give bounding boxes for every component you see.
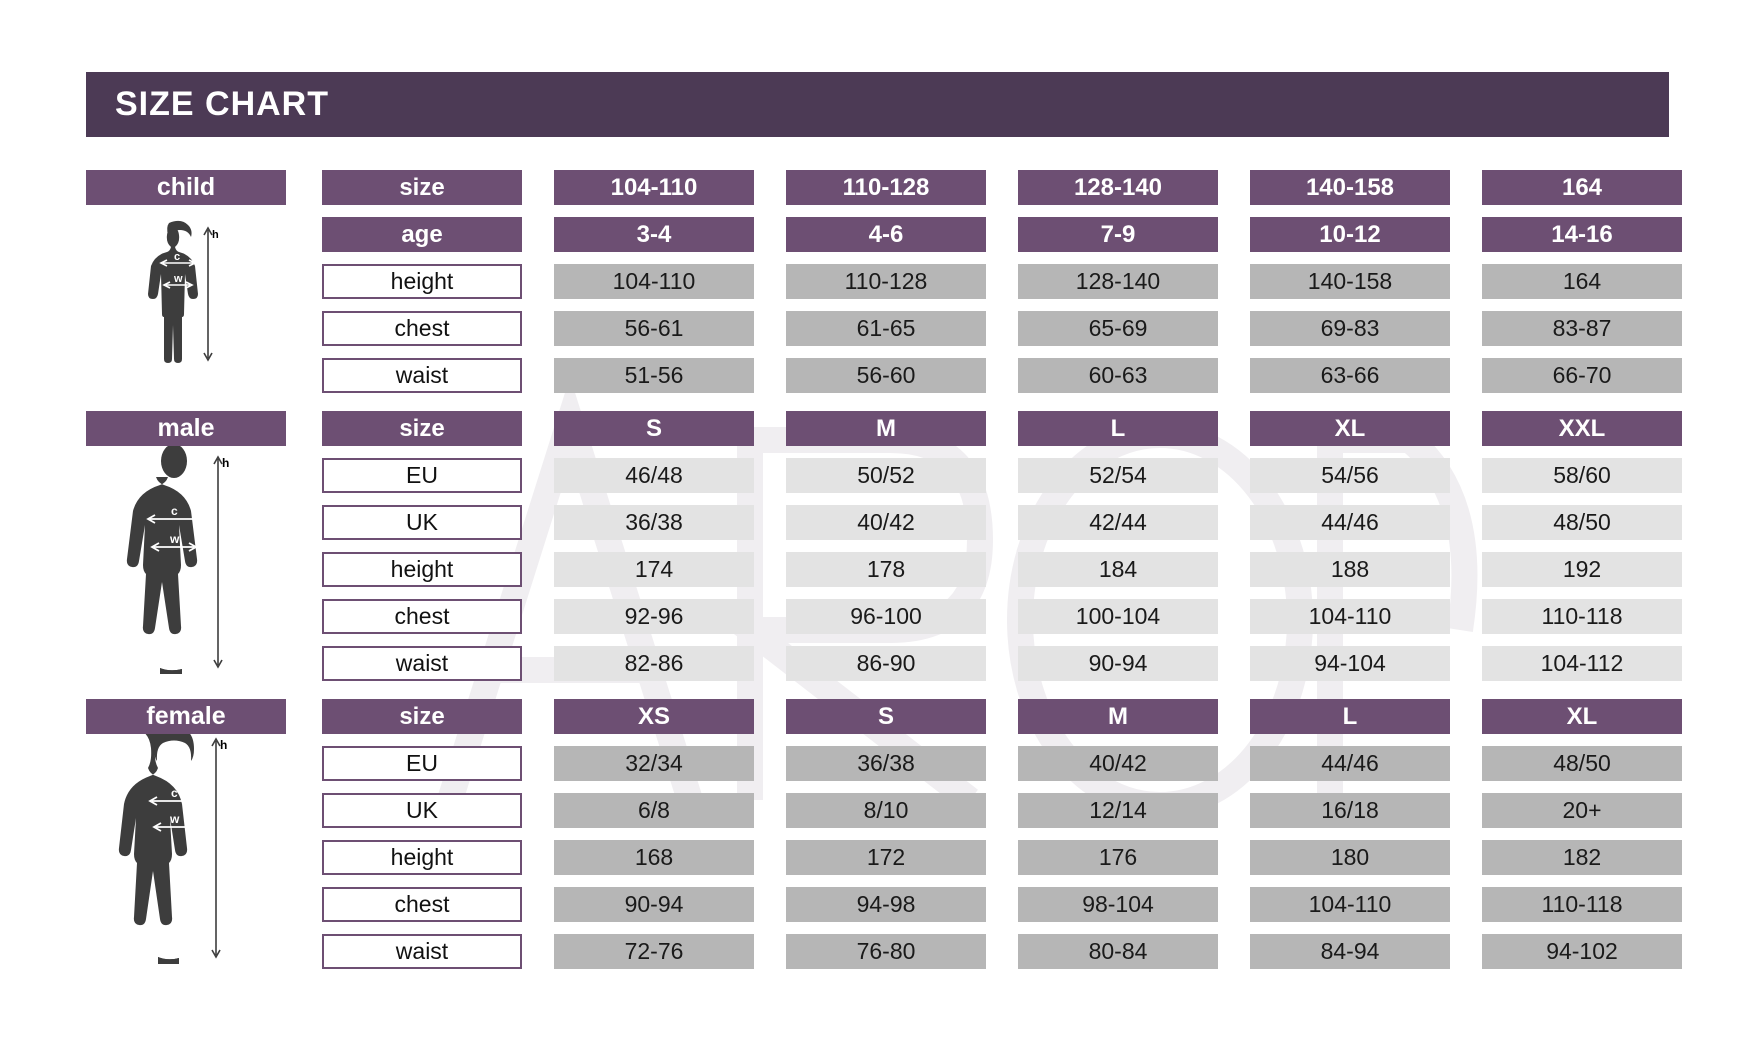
cell-male-waist-1: 86-90 [786,646,986,681]
cell-child-size-1: 110-128 [786,170,986,205]
category-spacer [86,458,286,493]
category-spacer [86,599,286,634]
row-label-male-EU: EU [322,458,522,493]
cell-child-chest-3: 69-83 [1250,311,1450,346]
cell-male-chest-2: 100-104 [1018,599,1218,634]
cell-child-chest-1: 61-65 [786,311,986,346]
cell-female-chest-1: 94-98 [786,887,986,922]
table-row [86,217,1669,252]
table-row [86,599,1669,634]
cell-female-UK-0: 6/8 [554,793,754,828]
row-label-female-waist: waist [322,934,522,969]
category-spacer [86,793,286,828]
cell-female-waist-1: 76-80 [786,934,986,969]
cell-male-size-0: S [554,411,754,446]
cell-female-height-2: 176 [1018,840,1218,875]
cell-female-EU-2: 40/42 [1018,746,1218,781]
svg-text:h: h [222,456,230,470]
row-label-female-UK: UK [322,793,522,828]
cell-child-height-4: 164 [1482,264,1682,299]
cell-female-height-0: 168 [554,840,754,875]
category-spacer [86,217,286,252]
row-label-male-size: size [322,411,522,446]
table-row [86,646,1669,681]
cell-male-UK-4: 48/50 [1482,505,1682,540]
cell-female-EU-1: 36/38 [786,746,986,781]
cell-child-size-0: 104-110 [554,170,754,205]
cell-male-height-1: 178 [786,552,986,587]
row-label-female-height: height [322,840,522,875]
category-spacer [86,840,286,875]
row-label-male-waist: waist [322,646,522,681]
cell-female-size-0: XS [554,699,754,734]
cell-male-size-4: XXL [1482,411,1682,446]
table-row [86,311,1669,346]
table-row [86,170,1669,205]
page-title-bar [86,72,1669,137]
category-spacer [86,358,286,393]
row-label-female-size: size [322,699,522,734]
svg-text:c: c [174,251,181,263]
svg-text:w: w [170,812,180,826]
cell-child-waist-1: 56-60 [786,358,986,393]
cell-female-waist-2: 80-84 [1018,934,1218,969]
cell-child-age-2: 7-9 [1018,217,1218,252]
category-spacer [86,505,286,540]
table-row [86,411,1669,446]
cell-male-EU-4: 58/60 [1482,458,1682,493]
category-spacer [86,746,286,781]
cell-child-size-4: 164 [1482,170,1682,205]
row-label-male-chest: chest [322,599,522,634]
cell-child-size-2: 128-140 [1018,170,1218,205]
cell-female-chest-3: 104-110 [1250,887,1450,922]
cell-male-waist-3: 94-104 [1250,646,1450,681]
cell-female-size-3: L [1250,699,1450,734]
category-spacer [86,552,286,587]
row-label-child-waist: waist [322,358,522,393]
cell-male-waist-4: 104-112 [1482,646,1682,681]
row-label-child-age: age [322,217,522,252]
cell-female-UK-1: 8/10 [786,793,986,828]
cell-child-height-0: 104-110 [554,264,754,299]
cell-male-EU-2: 52/54 [1018,458,1218,493]
cell-child-age-3: 10-12 [1250,217,1450,252]
cell-male-EU-1: 50/52 [786,458,986,493]
table-row [86,840,1669,875]
cell-child-chest-4: 83-87 [1482,311,1682,346]
category-spacer [86,646,286,681]
cell-male-height-0: 174 [554,552,754,587]
table-row [86,358,1669,393]
cell-child-waist-2: 60-63 [1018,358,1218,393]
table-row [86,887,1669,922]
cell-male-UK-0: 36/38 [554,505,754,540]
cell-child-chest-0: 56-61 [554,311,754,346]
table-row [86,699,1669,734]
row-label-male-UK: UK [322,505,522,540]
cell-male-UK-3: 44/46 [1250,505,1450,540]
row-label-female-EU: EU [322,746,522,781]
cell-male-UK-2: 42/44 [1018,505,1218,540]
row-label-male-height: height [322,552,522,587]
cell-female-height-1: 172 [786,840,986,875]
cell-child-age-4: 14-16 [1482,217,1682,252]
table-row [86,458,1669,493]
category-label-child: child [86,170,286,205]
size-chart-grid [86,170,1669,981]
page-title: SIZE CHART [115,85,329,123]
cell-female-chest-2: 98-104 [1018,887,1218,922]
cell-female-EU-3: 44/46 [1250,746,1450,781]
cell-female-waist-0: 72-76 [554,934,754,969]
category-spacer [86,887,286,922]
cell-male-EU-3: 54/56 [1250,458,1450,493]
table-row [86,264,1669,299]
category-spacer [86,934,286,969]
category-spacer [86,264,286,299]
cell-male-size-3: XL [1250,411,1450,446]
cell-female-height-3: 180 [1250,840,1450,875]
cell-child-height-1: 110-128 [786,264,986,299]
row-label-female-chest: chest [322,887,522,922]
cell-female-UK-2: 12/14 [1018,793,1218,828]
cell-male-chest-1: 96-100 [786,599,986,634]
row-label-child-size: size [322,170,522,205]
category-label-male: male [86,411,286,446]
svg-text:w: w [170,532,180,546]
cell-female-height-4: 182 [1482,840,1682,875]
svg-text:w: w [174,273,183,285]
cell-male-height-3: 188 [1250,552,1450,587]
category-spacer [86,311,286,346]
cell-child-waist-0: 51-56 [554,358,754,393]
cell-male-waist-0: 82-86 [554,646,754,681]
cell-male-chest-0: 92-96 [554,599,754,634]
cell-male-size-2: L [1018,411,1218,446]
cell-female-waist-3: 84-94 [1250,934,1450,969]
svg-text:c: c [171,504,178,518]
table-row [86,934,1669,969]
cell-female-size-4: XL [1482,699,1682,734]
cell-female-UK-3: 16/18 [1250,793,1450,828]
cell-male-height-4: 192 [1482,552,1682,587]
cell-child-waist-4: 66-70 [1482,358,1682,393]
cell-female-UK-4: 20+ [1482,793,1682,828]
table-row [86,552,1669,587]
cell-male-height-2: 184 [1018,552,1218,587]
cell-male-UK-1: 40/42 [786,505,986,540]
cell-child-chest-2: 65-69 [1018,311,1218,346]
cell-female-chest-0: 90-94 [554,887,754,922]
cell-female-EU-0: 32/34 [554,746,754,781]
cell-male-chest-4: 110-118 [1482,599,1682,634]
table-row [86,746,1669,781]
svg-text:h: h [220,738,228,752]
row-label-child-height: height [322,264,522,299]
row-label-child-chest: chest [322,311,522,346]
cell-female-size-1: S [786,699,986,734]
cell-female-EU-4: 48/50 [1482,746,1682,781]
cell-child-age-1: 4-6 [786,217,986,252]
cell-child-size-3: 140-158 [1250,170,1450,205]
cell-female-size-2: M [1018,699,1218,734]
table-row [86,505,1669,540]
category-label-female: female [86,699,286,734]
cell-child-age-0: 3-4 [554,217,754,252]
cell-female-waist-4: 94-102 [1482,934,1682,969]
cell-child-waist-3: 63-66 [1250,358,1450,393]
table-row [86,793,1669,828]
cell-child-height-2: 128-140 [1018,264,1218,299]
cell-male-waist-2: 90-94 [1018,646,1218,681]
cell-female-chest-4: 110-118 [1482,887,1682,922]
cell-male-EU-0: 46/48 [554,458,754,493]
svg-text:c: c [171,786,178,800]
cell-male-size-1: M [786,411,986,446]
cell-child-height-3: 140-158 [1250,264,1450,299]
cell-male-chest-3: 104-110 [1250,599,1450,634]
svg-text:h: h [212,229,219,241]
